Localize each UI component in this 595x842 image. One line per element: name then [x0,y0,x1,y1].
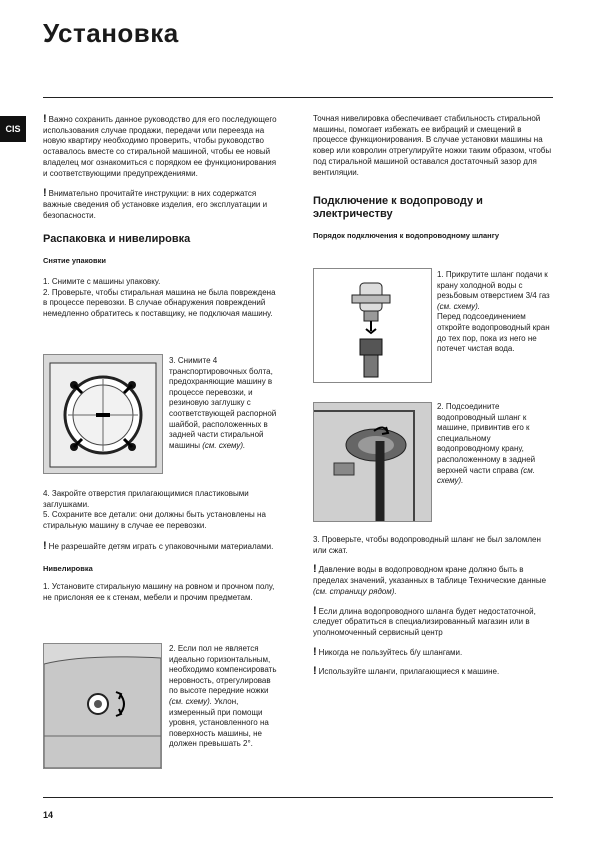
warning-icon: ! [43,113,47,125]
adjustable-foot-illustration [43,643,162,769]
warning-paragraph: ! Важно сохранить данное руководство для его последующего использования случае продажи, передачи или переезда на новую квартиру необходимо проверить, чтобы руководство оставалось вместе со стиральной машиной, чтобы ее новый владелец мог ознакомиться с порядком ее функционирования и соответствующими предупреждениями. [43,113,277,178]
warning-icon: ! [313,604,317,617]
subheading-leveling: Нивелировка [43,563,93,573]
warning-paragraph: ! Внимательно прочитайте инструкции: в них содержатся важные сведения об установке изделия, его эксплуатации и безопасности. [43,187,268,220]
warning-paragraph: ! Давление воды в водопроводном кране должно быть в пределах значений, указанных в таблице Технические данные (см. страницу рядом). [313,563,547,596]
left-middle [43,489,279,604]
warning-icon: ! [313,645,317,658]
warning-paragraph: ! Используйте шланги, прилагающиеся к машине. [313,665,500,678]
step-5: 5. Сохраните все детали: они должны быть установлены на стиральную машину в случае ее перевозки. [43,510,266,531]
top-divider [43,97,553,98]
warning-icon: ! [43,539,47,552]
washer-back-bolts-illustration [43,354,163,474]
figure2-caption: 2. Если пол не является идеально горизонтальным, необходимо компенсировать неровность, отрегулировав по высоте передние ножки (см. схему). Уклон, измеренный при помощи уровня, установленного на поверхность машины, не должен превышать 2°. [169,644,277,749]
step-1: 1. Снимите с машины упаковку. [43,277,161,287]
page-title: Установка [43,18,179,48]
left-intro [43,114,279,320]
step-3: 3. Проверьте, чтобы водопроводный шланг не был заломлен или сжат. [313,535,541,555]
section-heading-unpacking: Распаковка и нивелировка [43,233,191,246]
leveling-intro: Точная нивелировка обеспечивает стабильность стиральной машины, помогает избежать ее вибраций и смещений в процессе функционирования. В случае установки машины на ковер или ковролин отрегулируйте ножки таким образом, чтобы под стиральной машиной оставался достаточный зазор для вентиляции. [313,114,552,177]
right-bottom [313,535,553,678]
step-4: 4. Закройте отверстия прилагающимися пластиковыми заглушками. [43,489,249,509]
warning-icon: ! [313,665,317,678]
machine-inlet-illustration [313,402,432,522]
subheading-unpacking: Снятие упаковки [43,256,106,266]
section-heading-connection: Подключение к водопроводу и электричеству [313,195,483,221]
warning-icon: ! [43,187,47,200]
subheading-hose: Порядок подключения к водопроводному шлангу [313,231,499,241]
figure4-caption: 2. Подсоедините водопроводный шланг к машине, привинтив его к специальному водопроводному крану, расположенному в задней верхней части справа (см. схему). [437,402,536,486]
warning-paragraph: ! Если длина водопроводного шланга будет недостаточной, следует обратиться в специализированный магазин или в уполномоченный сервисный центр [313,604,536,637]
water-tap-illustration [313,268,432,383]
warning-icon: ! [313,563,317,576]
figure3-caption: 1. Прикрутите шланг подачи к крану холодной воды с резьбовым отверстием 3/4 газ (см. схему). Перед подсоединением откройте водопроводный кран до тех пор, пока из него не потечет чистая вода. [437,270,550,354]
language-tab: CIS [0,116,26,142]
warning-paragraph: ! Не разрешайте детям играть с упаковочными материалами. [43,539,274,552]
warning-paragraph: ! Никогда не пользуйтесь б/у шлангами. [313,645,463,658]
leveling-step-1: 1. Установите стиральную машину на ровном и прочном полу, не прислоняя ее к стенам, мебели и прочим предметам. [43,582,275,602]
page-number: 14 [43,810,54,820]
bottom-divider [43,797,553,798]
right-intro [313,114,553,242]
step-2: 2. Проверьте, чтобы стиральная машина не была повреждена в процессе перевозки. В случае обнаружения повреждений немедленно обратитесь к поставщику, не подключая машину. [43,287,276,319]
figure1-caption: 3. Снимите 4 транспортировочных болта, предохраняющие машину в процессе перевозки, и резиновую заглушку с соответствующей распорной шайбой, расположенных в задней части стиральной машины (см. схему). [169,356,277,450]
